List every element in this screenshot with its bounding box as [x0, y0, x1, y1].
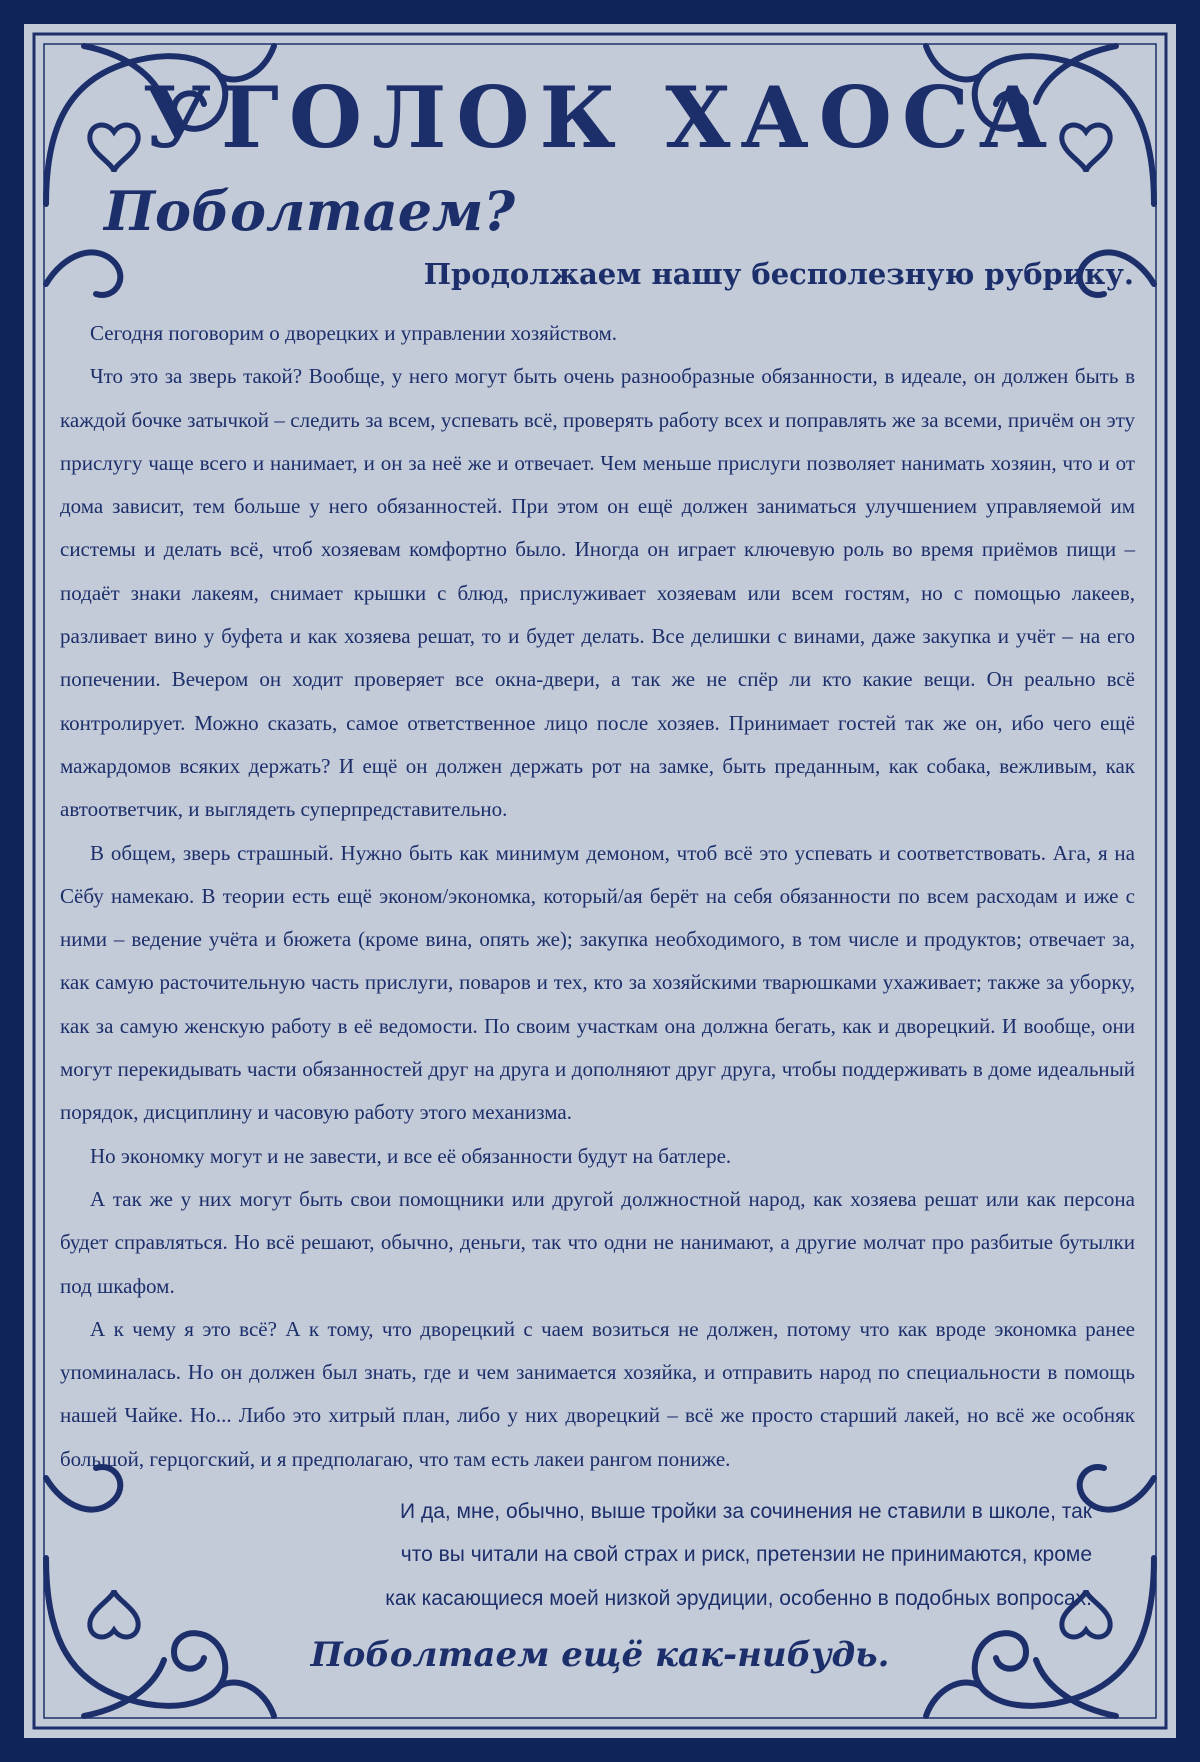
page-title: УГОЛОК ХАОСА: [142, 68, 1058, 167]
page-tagline: Продолжаем нашу бесполезную рубрику.: [423, 257, 1134, 291]
closing-line: Поболтаем ещё как-нибудь.: [310, 1635, 890, 1675]
page-subtitle: Поболтаем?: [104, 179, 516, 243]
article-paragraph: Но экономку могут и не завести, и все её обязанности будут на батлере.: [90, 1143, 732, 1168]
author-note-text: И да, мне, обычно, выше тройки за сочинения не ставили в школе, так что вы читали на свой страх и риск, претензии не принимаются, кроме как касающиеся моей низкой эрудиции, особенно в подобных вопросах.: [385, 1500, 1092, 1610]
paper-sheet: [24, 24, 1176, 1738]
article-paragraph: Сегодня поговорим о дворецких и управлении хозяйством.: [90, 321, 617, 345]
author-note: [372, 1490, 1092, 1620]
article-paragraph: В общем, зверь страшный. Нужно быть как минимум демоном, чтоб всё это успевать и соответствовать. Ага, я на Сёбу намекаю. В теории есть ещё эконом/экономка, который/ая берёт на себя обязанности по всем расходам и иже с ними – ведение учёта и бюжета (кроме вина, опять же); закупка необходимого, в том числе и продуктов; отвечает за, как самую расточительную часть прислуги, поваров и тех, кто за хозяйскими тварюшками ухаживает; также за уборку, как за самую женскую работу в её ведомости. По своим участкам она должна бегать, как и дворецкий. И вообще, они могут перекидывать части обязанностей друг на друга и дополняют друг друга, чтобы поддерживать в доме идеальный порядок, дисциплину и часовую работу этого механизма.: [60, 840, 1135, 1125]
article-paragraph: Что это за зверь такой? Вообще, у него могут быть очень разнообразные обязанности, в идеале, он должен быть в каждой бочке затычкой – следить за всем, успевать всё, проверять работу всех и поправлять же за всеми, причём он эту прислугу чаще всего и нанимает, и он за неё же и отвечает. Чем меньше прислуги позволяет нанимать хозяин, что и от дома зависит, тем больше у него обязанностей. При этом он ещё должен заниматься улучшением управляемой им системы и делать всё, чтоб хозяевам комфортно было. Иногда он играет ключевую роль во время приёмов пищи – подаёт знаки лакеям, снимает крышки с блюд, прислуживает хозяевам или всем гостям, но с помощью лакеев, разливает вино у буфета и как хозяева решат, то и будет делать. Все делишки с винами, даже закупка и учёт – на его попечении. Вечером он ходит проверяет все окна-двери, а так же не спёр ли кто какие вещи. Он реально всё контролирует. Можно сказать, самое ответственное лицо после хозяев. Принимает гостей так же он, ибо чего ещё мажардомов всяких держать? И ещё он должен держать рот на замке, быть преданным, как собака, вежливым, как автоответчик, и выглядеть суперпредставительно.: [60, 364, 1135, 822]
corner-ornament-bottom-left: [46, 1467, 274, 1716]
article-paragraph: А к чему я это всё? А к тому, что дворецкий с чаем возиться не должен, потому что как вроде экономка ранее упоминалась. Но он должен был знать, где и чем занимается хозяйка, и отправить народ по специальности в помощь нашей Чайке. Но... Либо это хитрый план, либо у них дворецкий – всё же просто старший лакей, но всё же особняк большой, герцогский, и я предполагаю, что там есть лакеи рангом пониже.: [60, 1316, 1135, 1471]
article-paragraph: А так же у них могут быть свои помощники или другой должностной народ, как хозяева решат или как персона будет справляться. Но всё решают, обычно, деньги, так что одни не нанимают, а другие молчат про разбитые бутылки под шкафом.: [60, 1186, 1135, 1298]
article-body: [60, 312, 1135, 1481]
